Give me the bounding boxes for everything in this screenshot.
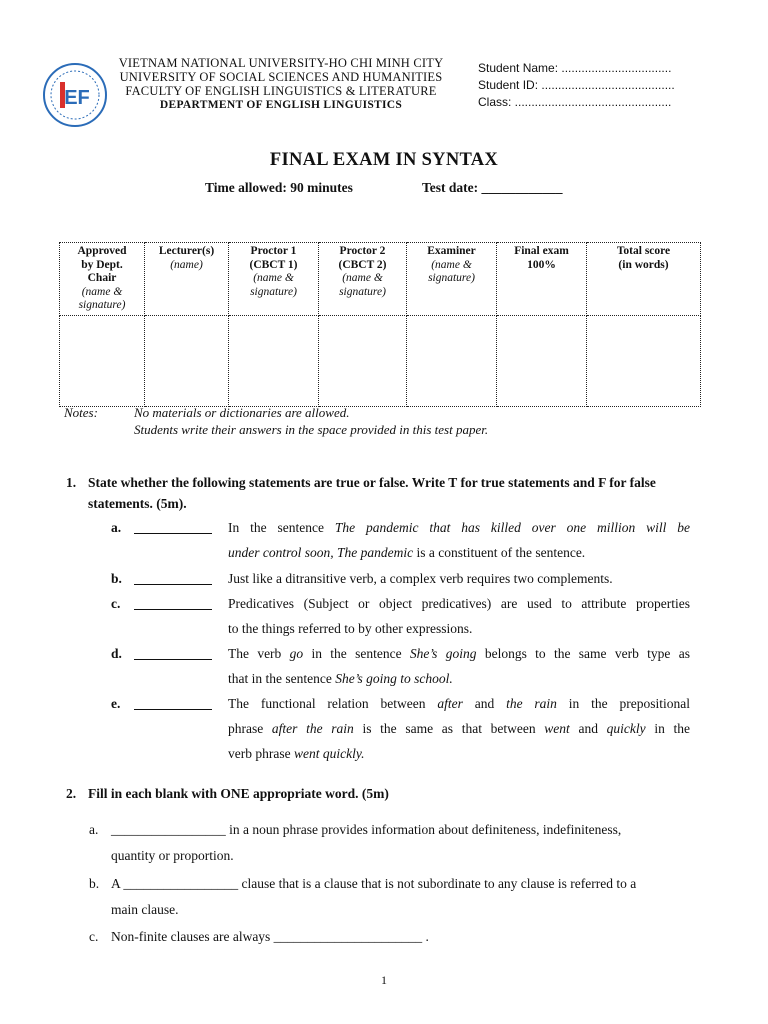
- header-hint: signature): [339, 285, 386, 298]
- statement-text: phrase: [228, 721, 272, 736]
- statement-line: [228, 616, 690, 641]
- header-label: (CBCT 1): [249, 258, 298, 271]
- statement-text: Just like a ditransitive verb, a complex verb requires two complements.: [228, 571, 613, 586]
- header-label: Approved: [77, 245, 127, 257]
- statement-text: that in the sentence: [228, 671, 336, 686]
- table-header-cell: [587, 243, 701, 316]
- statement-line: [228, 716, 690, 741]
- question-1-number: 1.: [66, 475, 77, 490]
- answer-blank[interactable]: [134, 641, 212, 660]
- statement-text: go: [289, 646, 304, 661]
- fill-in-line[interactable]: _________________ in a noun phrase provides information about definiteness, indefiniteness,: [111, 822, 622, 837]
- statement-text: is the same as that between: [353, 721, 545, 736]
- header-hint: (name &: [431, 258, 472, 271]
- question-2-number: 2.: [66, 786, 77, 801]
- statement-text: the rain: [506, 696, 557, 711]
- header-label: Chair: [87, 272, 117, 284]
- student-name-field: Student Name: .................................: [478, 61, 672, 75]
- statement-line: [228, 540, 690, 565]
- statement-text: to the things referred to by other expressions.: [228, 621, 473, 636]
- statement-line: [228, 741, 690, 766]
- notes-line-1: No materials or dictionaries are allowed.: [134, 405, 350, 420]
- signature-table-header: [60, 243, 701, 316]
- statement-text: in the prepositional: [556, 696, 690, 711]
- statement-text: She’s going to school.: [335, 671, 453, 686]
- statement-text: and: [569, 721, 607, 736]
- fill-in-line[interactable]: quantity or proportion.: [111, 848, 234, 863]
- statement-line: [228, 591, 690, 616]
- header-hint: (name &: [342, 272, 383, 284]
- table-header-cell: [229, 243, 319, 316]
- header-label: (in words): [618, 258, 669, 271]
- page-number: 1: [381, 973, 387, 987]
- question-1-prompt: State whether the following statements are true or false. Write T for true statements and F for false statements. (5m).: [88, 475, 656, 511]
- logo-text: EF: [64, 87, 90, 109]
- table-header-cell: [145, 243, 229, 316]
- table-header-cell: [60, 243, 145, 316]
- answer-blank[interactable]: [134, 591, 212, 610]
- answer-blank[interactable]: [134, 515, 212, 534]
- total-score-cell[interactable]: [587, 316, 701, 407]
- time-allowed: Time allowed: 90 minutes: [205, 180, 353, 195]
- table-header-cell: [497, 243, 587, 316]
- university-line-2: UNIVERSITY OF SOCIAL SCIENCES AND HUMANITIES: [119, 70, 443, 84]
- statement-text: The pandemic that has killed over one million will be: [334, 520, 690, 535]
- statement-text: after the rain: [271, 721, 354, 736]
- item-label: d.: [111, 646, 122, 661]
- item-label: b.: [89, 876, 100, 891]
- fill-in-line[interactable]: A _________________ clause that is a clause that is not subordinate to any clause is referred to a: [111, 876, 637, 891]
- table-header-cell: [319, 243, 407, 316]
- item-label: e.: [111, 696, 121, 711]
- header-hint: signature): [250, 285, 297, 298]
- header-label: Lecturer(s): [158, 245, 215, 257]
- statement-text: under control soon, The pandemic: [228, 545, 414, 560]
- statement-text: in the sentence: [303, 646, 410, 661]
- statement-text: in the: [645, 721, 691, 736]
- table-header-cell: [407, 243, 497, 316]
- statement-text: and: [462, 696, 507, 711]
- university-line-3: FACULTY OF ENGLISH LINGUISTICS & LITERATURE: [125, 84, 437, 98]
- item-label: a.: [111, 520, 122, 535]
- question-2-prompt: Fill in each blank with ONE appropriate word. (5m): [88, 786, 389, 801]
- header-label: 100%: [527, 258, 556, 271]
- fill-in-line[interactable]: Non-finite clauses are always ______________________ .: [111, 929, 429, 944]
- class-field: Class: ...............................................: [478, 95, 672, 109]
- test-date: Test date: ____________: [422, 180, 563, 195]
- header-label: Final exam: [514, 245, 569, 257]
- student-id-field: Student ID: ........................................: [478, 78, 675, 92]
- signature-table-entry-row: [60, 316, 701, 407]
- department-name: DEPARTMENT OF ENGLISH LINGUISTICS: [159, 99, 403, 111]
- header-hint: signature): [428, 272, 475, 284]
- score-cell[interactable]: [497, 316, 587, 407]
- item-label: c.: [111, 596, 121, 611]
- statement-text: is a constituent of the sentence.: [413, 545, 586, 560]
- header-hint: signature): [78, 299, 126, 311]
- statement-text: after: [437, 696, 463, 711]
- answer-blank[interactable]: [134, 691, 212, 710]
- item-label: b.: [111, 571, 122, 586]
- signature-cell[interactable]: [145, 316, 229, 407]
- header-label: Examiner: [427, 245, 476, 257]
- header-hint: (name): [170, 258, 203, 271]
- header-hint: (name &: [253, 272, 294, 284]
- notes-line-2: Students write their answers in the space provided in this test paper.: [134, 422, 489, 437]
- signature-cell[interactable]: [407, 316, 497, 407]
- statement-text: belongs to the same verb type as: [476, 646, 690, 661]
- statement-text: She’s going: [409, 646, 477, 661]
- statement-text: In the sentence: [228, 520, 335, 535]
- header-hint: (name &: [81, 285, 123, 298]
- item-label: c.: [89, 929, 99, 944]
- statement-text: went: [544, 721, 570, 736]
- statement-line: [228, 566, 690, 591]
- statement-text: went quickly.: [293, 746, 365, 761]
- statement-line: [228, 666, 690, 691]
- statement-line: [228, 641, 690, 666]
- statement-line: [228, 691, 690, 716]
- statement-text: verb phrase: [228, 746, 294, 761]
- statement-text: The functional relation between: [228, 696, 438, 711]
- header-label: Total score: [616, 245, 671, 257]
- header-label: Proctor 1: [250, 245, 297, 257]
- header-label: (CBCT 2): [338, 258, 387, 271]
- header-label: by Dept.: [81, 258, 123, 271]
- statement-line: [228, 515, 690, 540]
- signature-cell[interactable]: [60, 316, 145, 407]
- signature-cell[interactable]: [229, 316, 319, 407]
- statement-text: quickly: [606, 721, 646, 736]
- institution-header: [112, 56, 450, 112]
- statement-text: The verb: [228, 646, 290, 661]
- item-label: a.: [89, 822, 99, 837]
- fill-in-line[interactable]: main clause.: [111, 902, 179, 917]
- statement-text: Predicatives (Subject or object predicatives) are used to attribute properties: [228, 596, 690, 611]
- exam-title: FINAL EXAM IN SYNTAX: [269, 150, 499, 170]
- notes-label: Notes:: [64, 405, 98, 420]
- answer-blank[interactable]: [134, 566, 212, 585]
- signature-cell[interactable]: [319, 316, 407, 407]
- university-line-1: VIETNAM NATIONAL UNIVERSITY-HO CHI MINH CITY: [118, 56, 444, 70]
- signature-table: [59, 242, 701, 407]
- university-logo: [42, 62, 108, 128]
- student-info: [478, 60, 675, 111]
- header-label: Proctor 2: [339, 245, 386, 257]
